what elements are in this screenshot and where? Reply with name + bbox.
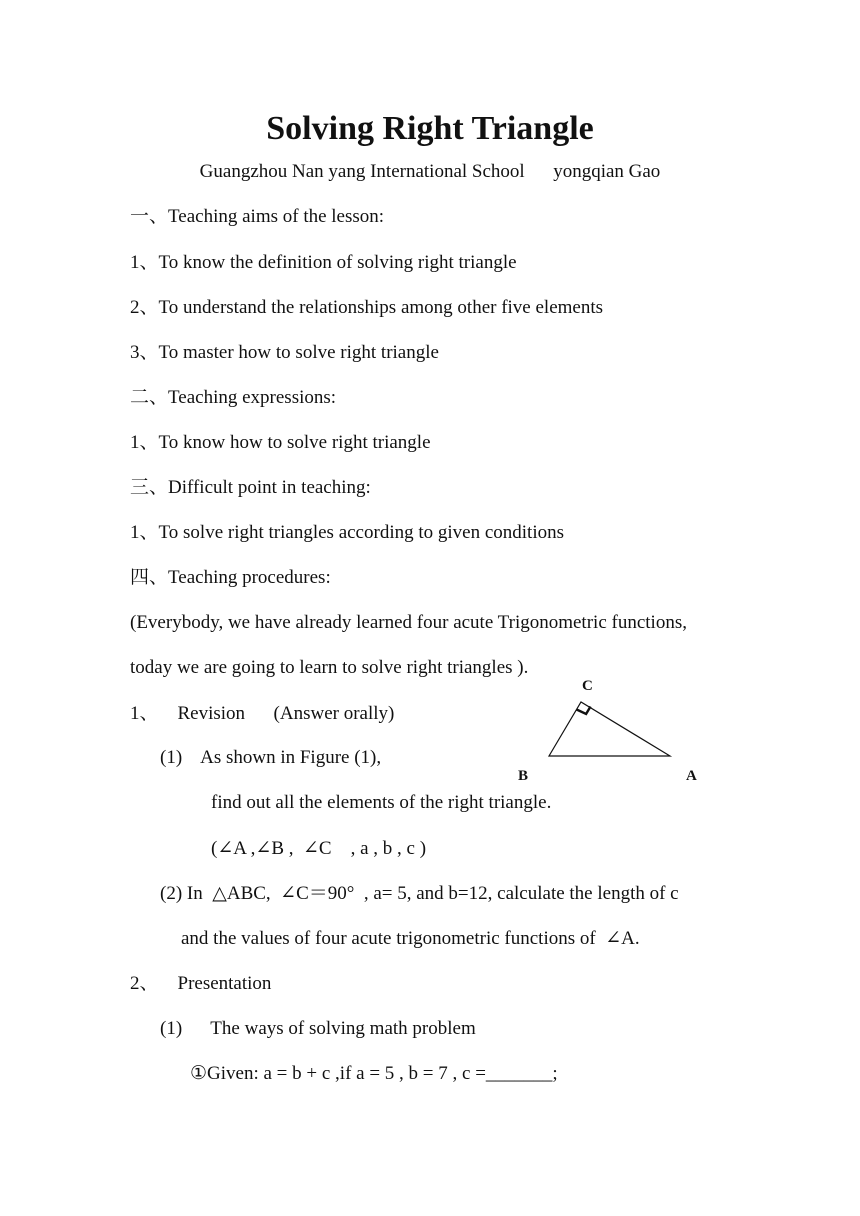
section-2-item-1: 1、To know how to solve right triangle — [130, 432, 431, 453]
presentation-heading: 2、 Presentation — [130, 973, 272, 994]
triangle-diagram — [510, 672, 710, 788]
right-angle-marker — [577, 707, 591, 715]
question-2-continued: and the values of four acute trigonometric functions of ∠A. — [181, 928, 640, 949]
vertex-label-c: C — [582, 678, 593, 694]
question-1-elements: (∠A ,∠B , ∠C , a , b , c ) — [211, 838, 427, 859]
document-title: Solving Right Triangle — [266, 110, 594, 147]
intro-line-2: today we are going to learn to solve right triangles ). — [130, 657, 529, 678]
author-line: Guangzhou Nan yang International School yongqian Gao — [199, 161, 661, 182]
triangle-figure — [510, 672, 710, 788]
vertex-label-b: B — [518, 768, 529, 784]
revision-heading: 1、 Revision (Answer orally) — [130, 703, 395, 724]
intro-line-1: (Everybody, we have already learned four acute Trigonometric functions, — [130, 612, 687, 633]
section-1-heading: 一、Teaching aims of the lesson: — [130, 206, 385, 227]
section-3-item-1: 1、To solve right triangles according to given conditions — [130, 522, 565, 543]
section-1-item-3: 3、To master how to solve right triangle — [130, 342, 439, 363]
section-4-heading: 四、Teaching procedures: — [130, 567, 331, 588]
section-3-heading: 三、Difficult point in teaching: — [130, 477, 371, 498]
presentation-item-1: (1) The ways of solving math problem — [160, 1018, 476, 1039]
question-1: (1) As shown in Figure (1), — [160, 747, 382, 768]
question-1-find: find out all the elements of the right triangle. — [211, 792, 552, 813]
section-2-heading: 二、Teaching expressions: — [130, 387, 337, 408]
question-2: (2) In △ABC, ∠C＝90° , a= 5, and b=12, calculate the length of c — [160, 883, 679, 904]
presentation-given: ①Given: a = b + c ,if a = 5 , b = 7 , c =_______; — [190, 1063, 558, 1084]
vertex-label-a: A — [686, 768, 697, 784]
triangle-shape — [549, 702, 670, 756]
section-1-item-2: 2、To understand the relationships among other five elements — [130, 297, 604, 318]
section-1-item-1: 1、To know the definition of solving right triangle — [130, 252, 517, 273]
